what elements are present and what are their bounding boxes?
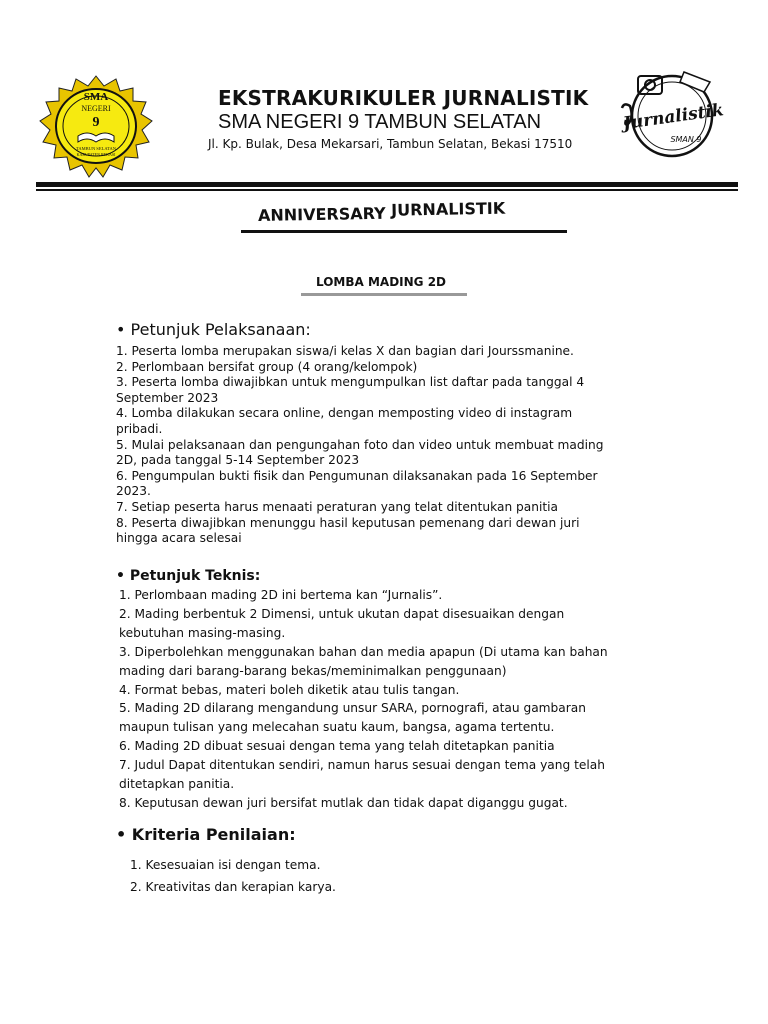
event-title bbox=[257, 198, 506, 225]
list-item: 2. Perlombaan bersifat group (4 orang/kelompok) bbox=[116, 359, 418, 374]
header-divider bbox=[36, 182, 738, 187]
list-item: 6. Mading 2D dibuat sesuai dengan tema yang telah ditetapkan panitia bbox=[119, 739, 555, 754]
school-logo-text: SMA bbox=[83, 91, 109, 103]
school-logo bbox=[36, 74, 156, 180]
header-title: EKSTRAKURIKULER JURNALISTIK bbox=[218, 86, 589, 110]
school-logo-text: 9 bbox=[92, 115, 100, 130]
section-heading-pelaksanaan: • Petunjuk Pelaksanaan: bbox=[116, 320, 311, 339]
header-divider-thin bbox=[36, 189, 738, 191]
event-title-underline bbox=[241, 230, 567, 233]
list-item: 3. Peserta lomba diwajibkan untuk mengumpulkan list daftar pada tanggal 4 September 2023 bbox=[116, 375, 585, 405]
list-kriteria bbox=[130, 854, 336, 898]
list-teknis bbox=[119, 586, 609, 813]
school-logo-text: TAMBUN SELATAN bbox=[76, 146, 116, 151]
list-item: 4. Lomba dilakukan secara online, dengan memposting video di instagram pribadi. bbox=[116, 406, 573, 436]
section-heading-teknis: • Petunjuk Teknis: bbox=[116, 568, 261, 584]
list-item: 6. Pengumpulan bukti fisik dan Pengumunan dilaksanakan pada 16 September 2023. bbox=[116, 468, 598, 499]
list-item: 1. Perlombaan mading 2D ini bertema kan “Jurnalis”. bbox=[119, 588, 443, 602]
club-logo-sub: SMAN 9 bbox=[670, 135, 702, 144]
event-title-word2: JURNALISTIK bbox=[391, 198, 506, 220]
list-pelaksanaan bbox=[116, 344, 616, 547]
competition-title: LOMBA MADING 2D bbox=[316, 275, 447, 289]
list-item: 3. Diperbolehkan menggunakan bahan dan media apapun (Di utama kan bahan mading dari barang-barang bekas/meminimalkan penggunaan) bbox=[119, 644, 608, 678]
school-logo-text: NEGERI bbox=[81, 104, 111, 113]
list-item: 5. Mading 2D dilarang mengandung unsur SARA, pornografi, atau gambaran maupun tulisan yang melecahan suatu kaum, bangsa, agama tertentu. bbox=[119, 701, 586, 735]
club-logo bbox=[614, 62, 730, 162]
list-item: 2. Kreativitas dan kerapian karya. bbox=[130, 880, 336, 894]
list-item: 1. Peserta lomba merupakan siswa/i kelas X dan bagian dari Jourssmanine. bbox=[116, 344, 574, 358]
pencil-icon bbox=[680, 72, 710, 92]
header-address: Jl. Kp. Bulak, Desa Mekarsari, Tambun Selatan, Bekasi 17510 bbox=[208, 137, 573, 151]
club-logo-text: Jurnalistik bbox=[621, 100, 725, 135]
list-item: 4. Format bebas, materi boleh diketik atau tulis tangan. bbox=[119, 682, 460, 697]
header-school-name: SMA NEGERI 9 TAMBUN SELATAN bbox=[218, 111, 542, 133]
school-logo-text: KABUPATEN BEKASI bbox=[76, 152, 116, 157]
list-item: 7. Judul Dapat ditentukan sendiri, namun harus sesuai dengan tema yang telah ditetapkan panitia. bbox=[119, 758, 605, 792]
competition-title-underline bbox=[301, 293, 467, 296]
section-heading-kriteria: • Kriteria Penilaian: bbox=[116, 825, 296, 844]
list-item: 5. Mulai pelaksanaan dan pengungahan foto dan video untuk membuat mading 2D, pada tanggal 5-14 September 2023 bbox=[116, 437, 604, 468]
list-item: 8. Keputusan dewan juri bersifat mutlak dan tidak dapat diganggu gugat. bbox=[119, 795, 568, 810]
list-item: 2. Mading berbentuk 2 Dimensi, untuk ukutan dapat disesuaikan dengan kebutuhan masing-masing. bbox=[119, 606, 565, 640]
event-title-word1: ANNIVERSARY bbox=[257, 203, 386, 225]
list-item: 1. Kesesuaian isi dengan tema. bbox=[130, 858, 321, 872]
list-item: 8. Peserta diwajibkan menunggu hasil keputusan pemenang dari dewan juri hingga acara selesai bbox=[116, 515, 580, 546]
list-item: 7. Setiap peserta harus menaati peraturan yang telat ditentukan panitia bbox=[116, 499, 558, 514]
